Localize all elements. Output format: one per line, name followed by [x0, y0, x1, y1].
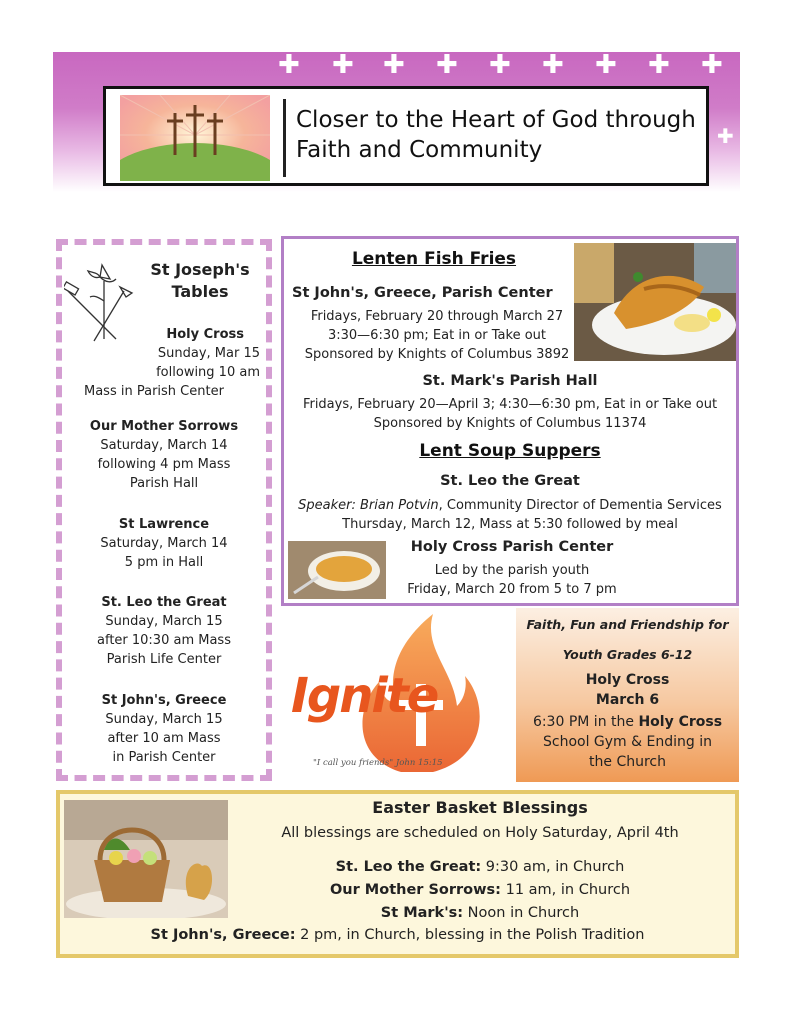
entry-line: Sunday, March 15	[105, 614, 223, 629]
youth-line: Holy Cross	[585, 672, 670, 688]
entry-line: Mass in Parish Center	[84, 384, 224, 399]
youth-event-box	[516, 608, 739, 782]
blessing-parish: St Mark's:	[380, 905, 464, 921]
easter-intro: All blessings are scheduled on Holy Saturday, April 4th	[281, 825, 679, 841]
entry-line: Saturday, March 14	[100, 438, 228, 453]
st-leo-soup-details	[284, 496, 736, 534]
entry-line: Saturday, March 14	[100, 536, 228, 551]
soup-suppers-heading: Lent Soup Suppers	[419, 441, 601, 461]
blessing-parish: St. Leo the Great:	[335, 859, 482, 875]
entry-line: Parish Life Center	[106, 652, 222, 667]
page-title	[296, 105, 706, 165]
youth-line: Youth Grades 6-12	[562, 647, 693, 662]
soup-bowl-photo	[288, 541, 386, 599]
youth-line: School Gym & Ending in	[543, 734, 712, 750]
speaker-detail: , Community Director of Dementia Services	[438, 498, 722, 513]
cross-icon: ✚	[383, 50, 405, 80]
entry-line: after 10 am Mass	[107, 731, 221, 746]
ignite-tagline: "I call you friends" John 15:15	[313, 758, 443, 768]
st-josephs-title: St Joseph's	[150, 260, 250, 279]
title-box	[103, 86, 709, 186]
title-line: Closer to the Heart of God through	[296, 107, 696, 133]
youth-line-bold: Holy Cross	[638, 714, 723, 730]
blessing-detail: 9:30 am, in Church	[481, 859, 625, 875]
fish-line: Friday, March 20 from 5 to 7 pm	[407, 582, 617, 597]
fish-line: Thursday, March 12, Mass at 5:30 followed by meal	[342, 517, 678, 532]
holy-cross-soup-details	[384, 561, 640, 599]
easter-blessing-item	[60, 924, 735, 947]
fish-fries-heading: Lenten Fish Fries	[351, 249, 517, 269]
easter-basket-box	[56, 790, 739, 958]
st-marks-fish-details	[284, 395, 736, 433]
cross-icon: ✚	[542, 50, 564, 80]
joseph-entry-st-lawrence	[62, 515, 266, 572]
ignite-logo-area	[283, 608, 513, 783]
entry-line: following 10 am	[156, 365, 260, 380]
fish-fry-photo	[574, 243, 736, 361]
st-josephs-title: Tables	[171, 282, 229, 301]
joseph-entry-st-leo	[62, 593, 266, 669]
blessing-parish: Our Mother Sorrows:	[329, 882, 501, 898]
st-leo-soup-title: St. Leo the Great	[440, 473, 580, 489]
cross-icon: ✚	[595, 50, 617, 80]
cross-icon: ✚	[278, 50, 300, 80]
entry-line: Sunday, March 15	[105, 712, 223, 727]
cross-icon: ✚	[717, 124, 734, 148]
holy-cross-soup-title: Holy Cross Parish Center	[410, 539, 614, 555]
entry-line: 5 pm in Hall	[124, 555, 204, 570]
easter-blessing-list	[230, 856, 730, 925]
fish-line: Fridays, February 20—April 3; 4:30—6:30 pm, Eat in or Take out	[302, 397, 718, 412]
blessing-detail: Noon in Church	[463, 905, 580, 921]
st-josephs-tables-box	[56, 239, 272, 781]
st-johns-fish-title: St John's, Greece, Parish Center	[292, 285, 553, 301]
easter-blessing-item	[230, 902, 730, 925]
fish-line: 3:30—6:30 pm; Eat in or Take out	[327, 328, 546, 343]
easter-heading: Easter Basket Blessings	[372, 798, 588, 817]
fish-line: Led by the parish youth	[434, 563, 590, 578]
entry-line: Sunday, Mar 15	[157, 346, 260, 361]
fish-line: Sponsored by Knights of Columbus 3892	[304, 347, 570, 362]
fish-line: Fridays, February 20 through March 27	[310, 309, 564, 324]
st-marks-fish-title: St. Mark's Parish Hall	[422, 373, 598, 389]
blessing-detail: 2 pm, in Church, blessing in the Polish Tradition	[295, 927, 645, 943]
youth-line: 6:30 PM in the	[532, 714, 639, 730]
joseph-entry-our-mother-sorrows	[62, 417, 266, 493]
entry-line: after 10:30 am Mass	[97, 633, 231, 648]
speaker-label: Speaker: Brian Potvin	[298, 498, 439, 513]
entry-line: following 4 pm Mass	[97, 457, 231, 472]
cross-icon: ✚	[701, 50, 723, 80]
blessing-parish: St John's, Greece:	[150, 927, 296, 943]
title-line: Faith and Community	[296, 137, 543, 163]
ignite-logo-text: Ignite	[291, 668, 438, 724]
entry-name: Our Mother Sorrows	[89, 419, 239, 434]
entry-name: St John's, Greece	[101, 693, 227, 708]
youth-line: Faith, Fun and Friendship for	[526, 617, 729, 632]
blessing-detail: 11 am, in Church	[500, 882, 631, 898]
joseph-entry-st-johns	[62, 691, 266, 767]
youth-line: the Church	[589, 754, 666, 770]
easter-basket-photo	[64, 800, 228, 918]
easter-blessing-item	[230, 856, 730, 879]
lenten-events-box	[281, 236, 739, 606]
st-johns-fish-details	[292, 307, 582, 364]
entry-line: Parish Hall	[129, 476, 199, 491]
youth-line: March 6	[595, 692, 660, 708]
easter-blessing-item	[230, 879, 730, 902]
fish-line: Sponsored by Knights of Columbus 11374	[373, 416, 647, 431]
cross-icon: ✚	[489, 50, 511, 80]
entry-name: Holy Cross	[166, 327, 244, 342]
joseph-entry-holy-cross	[62, 325, 266, 401]
title-divider	[283, 99, 286, 177]
entry-name: St. Leo the Great	[101, 595, 227, 610]
entry-line: in Parish Center	[112, 750, 216, 765]
cross-icon: ✚	[648, 50, 670, 80]
entry-name: St Lawrence	[118, 517, 210, 532]
cross-icon: ✚	[436, 50, 458, 80]
calvary-crosses-image	[120, 95, 270, 181]
cross-icon: ✚	[332, 50, 354, 80]
